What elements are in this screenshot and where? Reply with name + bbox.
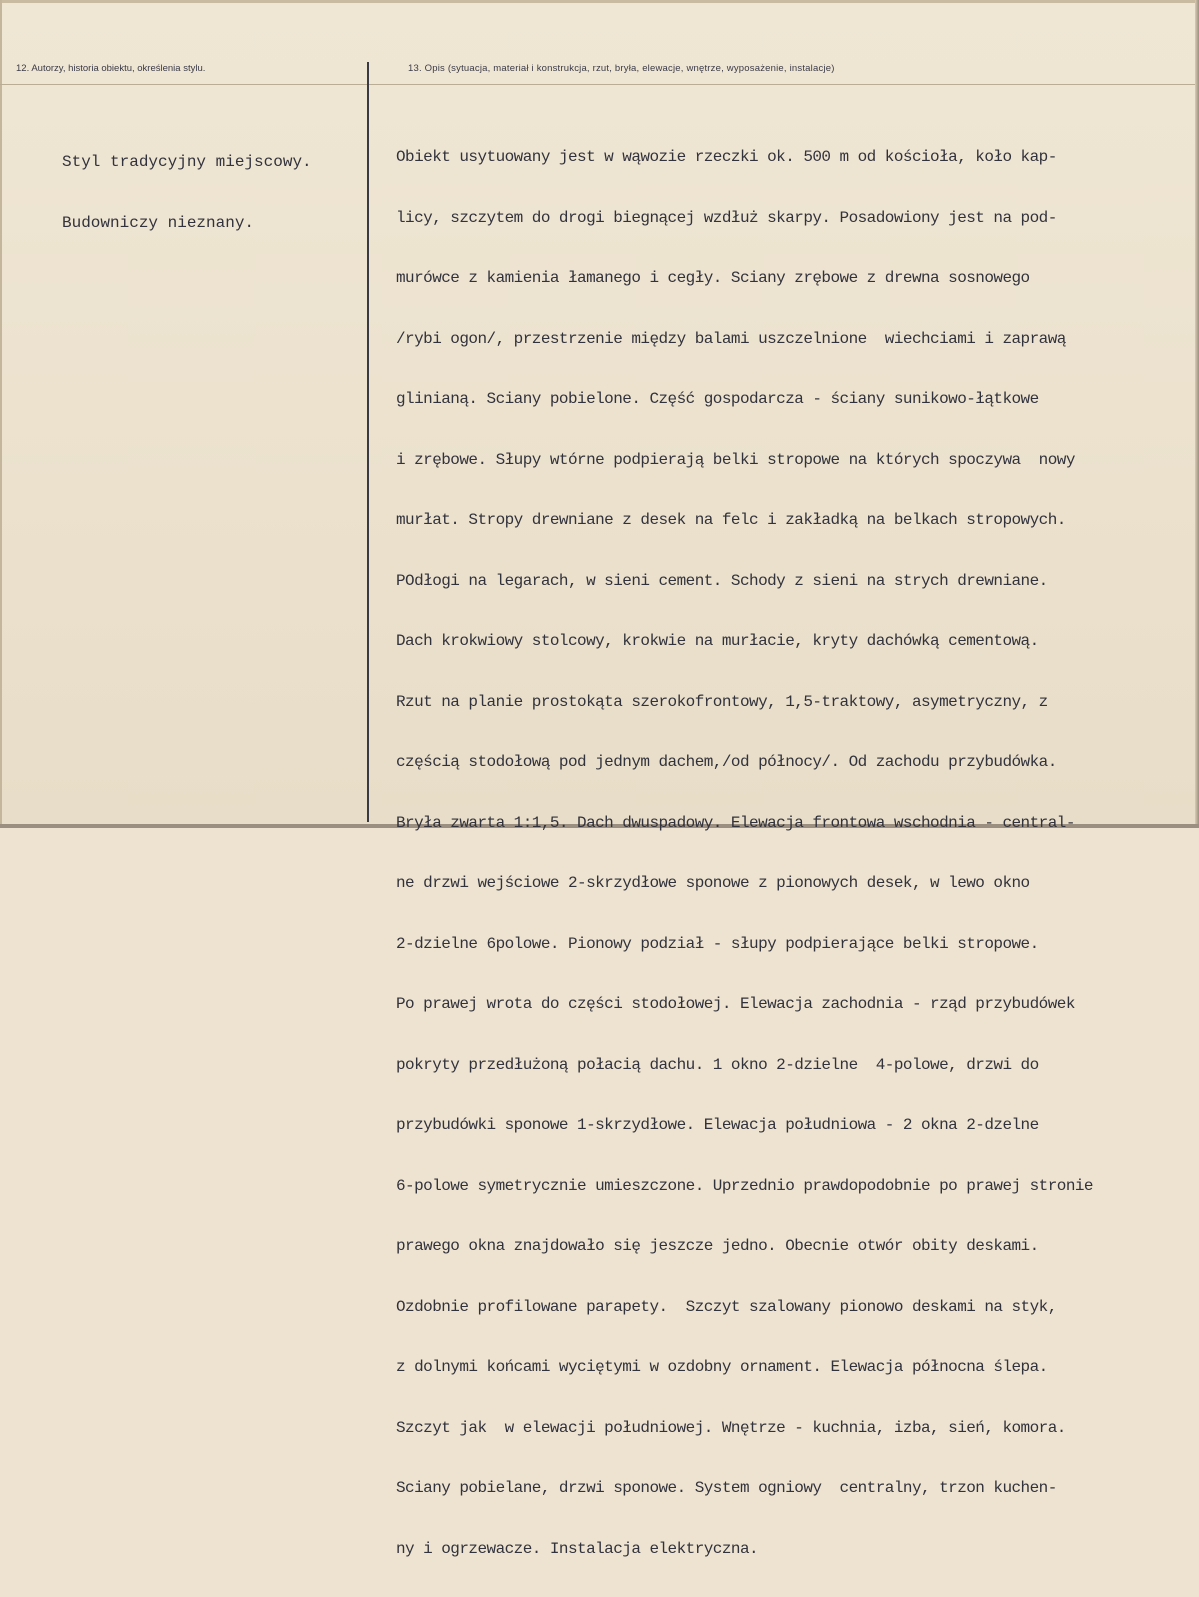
text-line: murówce z kamienia łamanego i cegły. Sciany zrębowe z drewna sosnowego xyxy=(396,269,1030,287)
sheet-top-edge xyxy=(0,0,1199,3)
text-line: pokryty przedłużoną połacią dachu. 1 okno 2-dzielne 4-polowe, drzwi do xyxy=(396,1055,1039,1074)
text-line: przybudówki sponowe 1-skrzydłowe. Elewacja południowa - 2 okna 2-dzelne xyxy=(396,1116,1039,1134)
field-12-label: 12. Autorzy, historia obiektu, określenia stylu. xyxy=(16,63,206,74)
header-rule xyxy=(0,84,1195,85)
text-line: Bryła zwarta 1:1,5. Dach dwuspadowy. Elewacja frontowa wschodnia - central- xyxy=(396,813,1075,832)
style-and-authors-text xyxy=(62,114,312,271)
text-line: Dach krokwiowy stolcowy, krokwie na murłacie, kryty dachówką cementową. xyxy=(396,632,1039,650)
description-text xyxy=(396,109,1093,1597)
text-line: częścią stodołową pod jednym dachem,/od północy/. Od zachodu przybudówka. xyxy=(396,753,1057,771)
text-line: ny i ogrzewacze. Instalacja elektryczna. xyxy=(396,1539,759,1558)
text-line: POdłogi na legarach, w sieni cement. Schody z sieni na strych drewniane. xyxy=(396,571,1048,590)
text-line: Styl tradycyjny miejscowy. xyxy=(62,153,312,171)
text-line: murłat. Stropy drewniane z desek na felc i zakładką na belkach stropowych. xyxy=(396,511,1066,529)
text-line: glinianą. Sciany pobielone. Część gospodarcza - ściany sunikowo-łątkowe xyxy=(396,390,1039,408)
column-divider xyxy=(367,62,369,822)
text-line: Po prawej wrota do części stodołowej. Elewacja zachodnia - rząd przybudówek xyxy=(396,995,1075,1013)
text-line: Obiekt usytuowany jest w wąwozie rzeczki ok. 500 m od kościoła, koło kap- xyxy=(396,148,1057,166)
sheet-left-edge xyxy=(0,0,2,828)
text-line: licy, szczytem do drogi biegnącej wzdłuż skarpy. Posadowiony jest na pod- xyxy=(396,208,1057,227)
text-line: Szczyt jak w elewacji południowej. Wnętrze - kuchnia, izba, sień, komora. xyxy=(396,1418,1066,1437)
text-line: Ozdobnie profilowane parapety. Szczyt szalowany pionowo deskami na styk, xyxy=(396,1297,1057,1316)
text-line: Budowniczy nieznany. xyxy=(62,213,255,232)
text-line: 6-polowe symetrycznie umieszczone. Uprzednio prawdopodobnie po prawej stronie xyxy=(396,1176,1093,1195)
field-13-label: 13. Opis (sytuacja, materiał i konstrukcja, rzut, bryła, elewacje, wnętrze, wyposażenie, instalacje) xyxy=(408,63,835,74)
text-line: Rzut na planie prostokąta szerokofrontowy, 1,5-traktowy, asymetryczny, z xyxy=(396,692,1048,711)
sheet-right-edge xyxy=(1195,0,1199,828)
text-line: Sciany pobielane, drzwi sponowe. System ogniowy centralny, trzon kuchen- xyxy=(396,1479,1057,1497)
text-line: ne drzwi wejściowe 2-skrzydłowe sponowe z pionowych desek, w lewo okno xyxy=(396,874,1030,892)
text-line: 2-dzielne 6polowe. Pionowy podział - słupy podpierające belki stropowe. xyxy=(396,934,1039,953)
text-line: prawego okna znajdowało się jeszcze jedno. Obecnie otwór obity deskami. xyxy=(396,1237,1039,1255)
text-line: i zrębowe. Słupy wtórne podpierają belki stropowe na których spoczywa nowy xyxy=(396,450,1075,469)
text-line: z dolnymi końcami wyciętymi w ozdobny ornament. Elewacja północna ślepa. xyxy=(396,1358,1048,1376)
text-line: /rybi ogon/, przestrzenie między balami uszczelnione wiechciami i zaprawą xyxy=(396,329,1066,348)
